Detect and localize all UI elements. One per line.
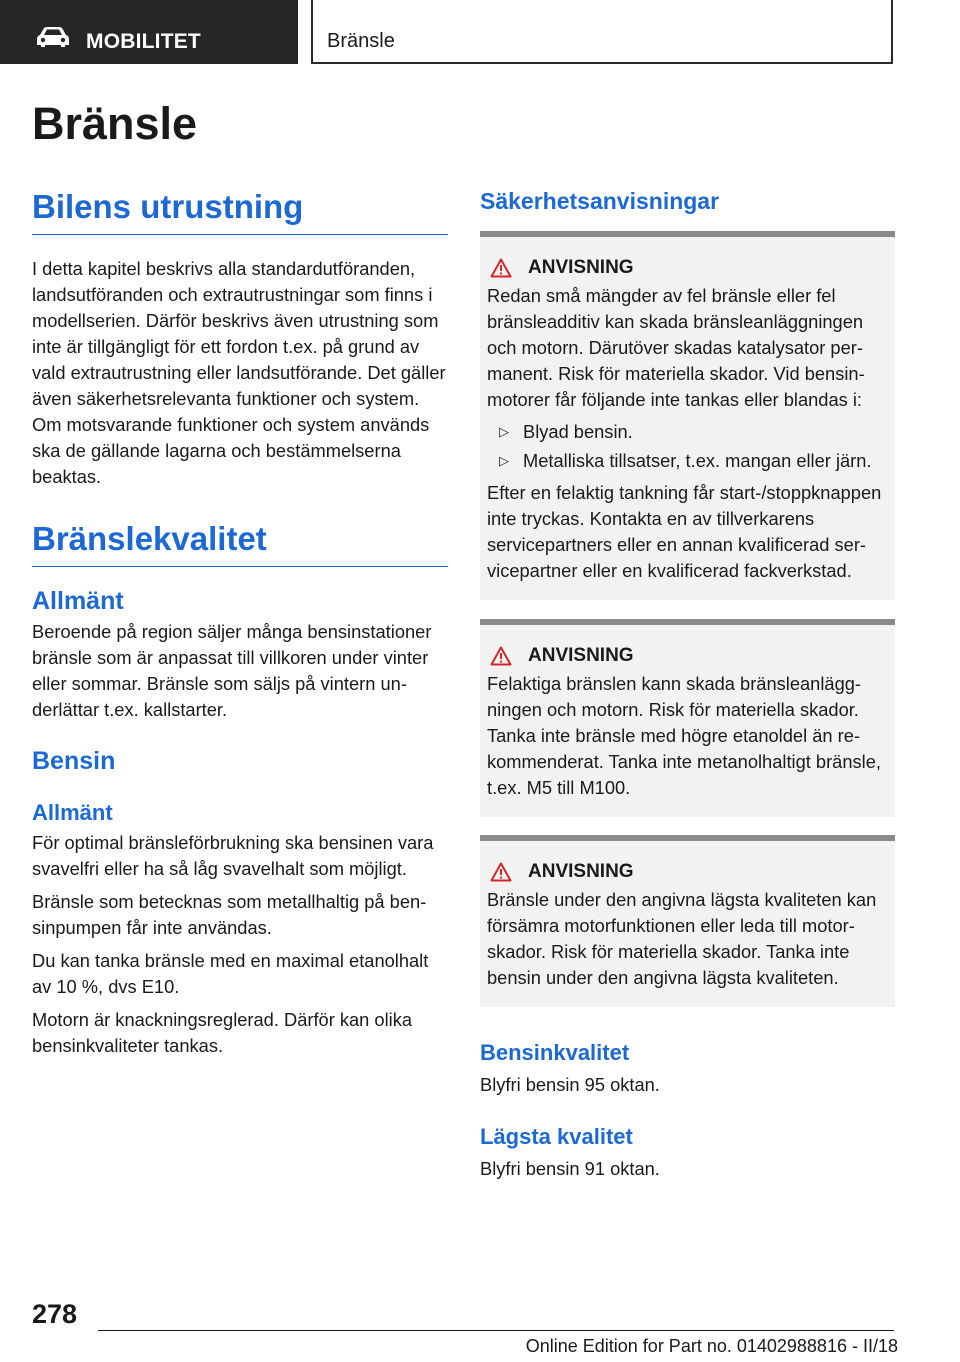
warning-text: Felaktiga bränslen kann skada bränsleanläggningen och motorn. Risk för materiella skador. Tanka inte bränsle med högre etanoldel än rekommenderat. Tanka inte metanolhaltigt bränsle, t.ex. M5 till M100.: [487, 673, 881, 798]
petrol-heading: Bensin: [32, 747, 116, 775]
page-number: 278: [32, 1299, 78, 1329]
warning-title: ANVISNING: [528, 645, 634, 666]
min-quality-heading: Lägsta kvalitet: [480, 1124, 633, 1149]
bullet-triangle-icon: ▷: [499, 424, 509, 439]
warning-box: [480, 231, 895, 600]
warning-after-text: Efter en felaktig tankning får start-/stoppknappen inte tryckas. Kontakta en av tillverkarens servicepartners eller en annan kvalificerad servicepartner eller en kvalificerad fackverkstad.: [487, 482, 882, 581]
car-icon: [36, 26, 70, 48]
section-tab: [0, 0, 298, 64]
footer-divider: [98, 1330, 894, 1331]
left-column: [32, 188, 448, 1059]
equipment-text: I detta kapitel beskrivs alla standardutföranden, landsutföranden och extrautrustningar som finns i modellserien. Därför beskrivs även utrustning som inte är tillgängligt för ett fordon t.ex. på grund av vald extrautrustning eller landsutförande. Det gäller även säkerhetsrelevanta funktioner och system. Om motsvarande funktioner och system används ska de gällande lagarna och bestämmelserna beaktas.: [32, 258, 446, 487]
petrol-paragraph: Du kan tanka bränsle med en maximal etanolhalt av 10 %, dvs E10.: [32, 950, 429, 997]
warning-triangle-icon: [490, 646, 512, 666]
warning-box: [480, 619, 895, 817]
petrol-quality-section: [480, 1040, 896, 1182]
petrol-quality-text: Blyfri bensin 95 oktan.: [480, 1074, 660, 1095]
equipment-heading: Bilens utrustning: [32, 188, 448, 235]
list-item-text: Metalliska tillsatser, t.ex. mangan eller järn.: [523, 450, 872, 471]
warning-text: Redan små mängder av fel bränsle eller fel bränsleadditiv kan skada bränsleanläggningen och motorn. Därutöver skadas katalysator permanent. Risk för materiella skador. Vid bensinmotorer får följande inte tankas eller blandas i:: [487, 285, 865, 410]
section-label: MOBILITET: [86, 30, 201, 53]
general-heading: Allmänt: [32, 587, 124, 615]
warning-bullet-list: [487, 419, 887, 474]
chapter-tab: [311, 0, 893, 64]
page-header: [0, 0, 960, 66]
warning-triangle-icon: [490, 862, 512, 882]
petrol-paragraph: Bränsle som betecknas som metallhaltig på bensinpumpen får inte användas.: [32, 891, 427, 938]
list-item: [487, 419, 887, 445]
bullet-triangle-icon: ▷: [499, 453, 509, 468]
petrol-paragraph: Motorn är knackningsreglerad. Därför kan olika bensinkvaliteter tankas.: [32, 1009, 413, 1056]
petrol-quality-heading: Bensinkvalitet: [480, 1040, 630, 1065]
warning-title: ANVISNING: [528, 861, 634, 882]
chapter-label: Bränsle: [327, 30, 395, 52]
list-item: [487, 448, 887, 474]
page-title: Bränsle: [32, 98, 198, 149]
warning-box: [480, 835, 895, 1007]
min-quality-text: Blyfri bensin 91 oktan.: [480, 1158, 660, 1179]
footer-edition: Online Edition for Part no. 01402988816 - II/18: [525, 1336, 898, 1356]
safety-heading: Säkerhetsanvisningar: [480, 188, 720, 214]
general-text: Beroende på region säljer många bensinstationer bränsle som är anpassat till villkoren under vinter eller sommar. Bränsle som säljs på vintern underlättar t.ex. kallstarter.: [32, 621, 432, 720]
warning-title: ANVISNING: [528, 257, 634, 278]
warning-triangle-icon: [490, 258, 512, 278]
fuel-quality-heading: Bränslekvalitet: [32, 520, 448, 567]
list-item-text: Blyad bensin.: [523, 421, 633, 442]
petrol-paragraph: För optimal bränsleförbrukning ska bensinen vara svavelfri eller ha så låg svavelhalt som möjligt.: [32, 832, 434, 879]
right-column: [480, 188, 896, 215]
petrol-general-heading: Allmänt: [32, 800, 113, 825]
warning-text: Bränsle under den angivna lägsta kvaliteten kan försämra motorfunktionen eller leda till motorskador. Risk för materiella skador. Tanka inte bensin under den angivna lägsta kvaliteten.: [487, 889, 877, 988]
